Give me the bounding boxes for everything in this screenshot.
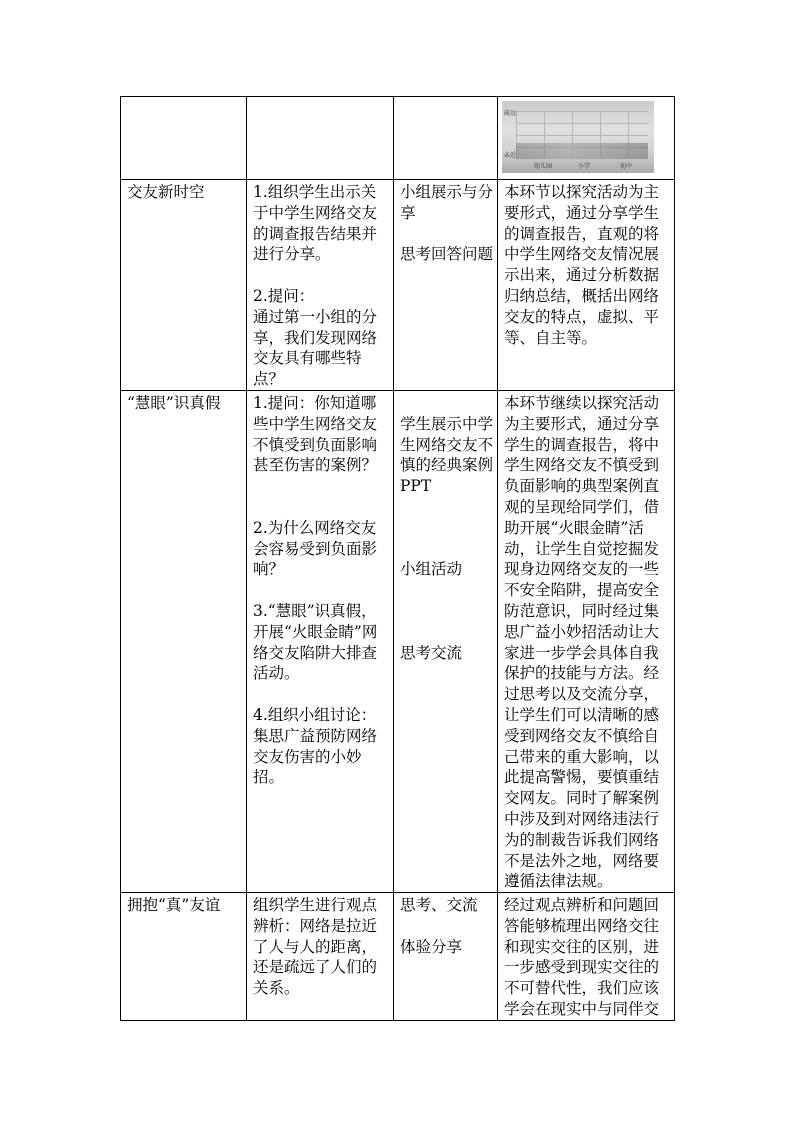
student-activity-cell [394, 180, 498, 391]
student-activity-text: 思考回答问题 [400, 245, 494, 264]
teacher-activity-text: 1.提问：你知道哪些中学生网络交友不慎受到负面影响甚至伤害的案例？ [253, 393, 378, 475]
image-cell [498, 97, 675, 180]
student-activity-text: 思考交流 [400, 643, 463, 662]
table-row [121, 180, 675, 391]
teacher-activity-text: 3.“慧眼”识真假，开展“火眼金睛”网络交友陷阱大排查活动。 [253, 601, 378, 683]
photo-y-bottom-label: 亲近 [504, 152, 517, 159]
design-intent-cell: 本环节继续以探究活动为主要形式，通过分享学生的调查报告，将中学生网络交友不慎受到负面影响的典型案例直观的呈现给同学们，借助开展“火眼金睛”活动，让学生自觉挖掘发现身边网络交友的一些不安全陷阱，提高安全防范意识，同时经过集思广益小妙招活动让大家进一步学会具体自我保护的技能与方法。经过思考以及交流分享，让学生们可以清晰的感受到网络交友不慎给自己带来的重大影响，以此提高警惕，要慎重结交网友。同时了解案例中涉及到对网络违法行为的制裁告诉我们网络不是法外之地，网络要遵循法律法规。 [498, 390, 675, 892]
survey-chart-photo [502, 101, 654, 173]
stage-cell: 交友新时空 [121, 180, 247, 391]
table-row [121, 390, 675, 892]
photo-band [516, 143, 648, 159]
student-activity-text: 小组展示与分享 [400, 183, 494, 222]
stage-cell: 拥抱“真”友谊 [121, 893, 247, 1021]
teacher-activity-text: 2.为什么网络交友会容易受到负面影响？ [253, 518, 378, 579]
student-activity-cell [394, 893, 498, 1021]
stage-cell: “慧眼”识真假 [121, 390, 247, 892]
student-activity-text: 思考、交流 [400, 896, 478, 915]
student-activity-text: 学生展示中学生网络交友不慎的经典案例 PPT [400, 414, 494, 496]
design-intent-cell: 经过观点辨析和问题回答能够梳理出网络交往和现实交往的区别，进一步感受到现实交往的不可替代性，我们应该学会在现实中与同伴交 [498, 893, 675, 1021]
empty-cell [247, 97, 394, 180]
student-activity-text: 体验分享 [400, 937, 463, 956]
photo-x-label: 幼儿园 [534, 163, 553, 170]
teacher-activity-cell [247, 180, 394, 391]
table-row [121, 893, 675, 1021]
table-row [121, 97, 675, 180]
photo-x-label: 小学 [578, 163, 591, 170]
empty-cell [121, 97, 247, 180]
teacher-activity-text: 4.组织小组讨论：集思广益预防网络交友伤害的小妙招。 [253, 705, 378, 787]
empty-cell [394, 97, 498, 180]
teacher-activity-text: 通过第一小组的分享，我们发现网络交友具有哪些特点？ [253, 307, 378, 389]
lesson-plan-table [120, 96, 675, 1021]
teacher-activity-cell [247, 390, 394, 892]
design-intent-cell: 本环节以探究活动为主要形式，通过分享学生的调查报告，直观的将中学生网络交友情况展示出来，通过分析数据归纳总结，概括出网络交友的特点，虚拟、平等、自主等。 [498, 180, 675, 391]
student-activity-text: 小组活动 [400, 560, 463, 579]
teacher-activity-text: 1.组织学生出示关于中学生网络交友的调查报告结果并进行分享。 [253, 183, 378, 264]
teacher-activity-text: 2.提问： [253, 286, 315, 305]
teacher-activity-cell: 组织学生进行观点辨析：网络是拉近了人与人的距离，还是疏远了人们的关系。 [247, 893, 394, 1021]
photo-x-label: 初中 [620, 163, 633, 170]
photo-y-top-label: 疏远 [504, 110, 517, 117]
student-activity-cell [394, 390, 498, 892]
